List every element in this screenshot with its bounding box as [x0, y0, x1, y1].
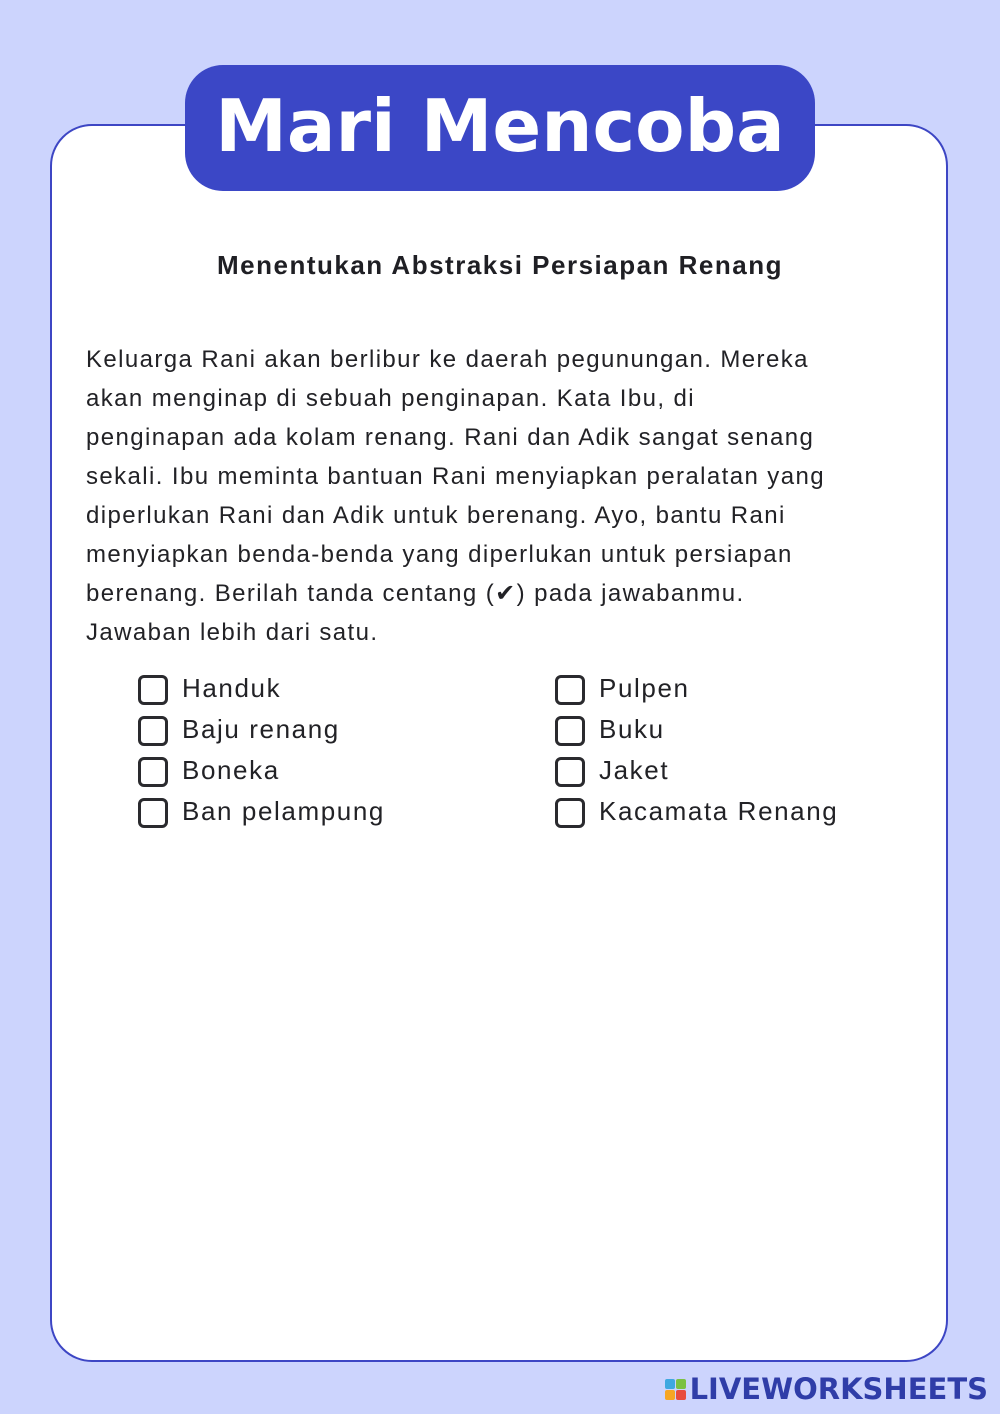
logo-square — [676, 1379, 686, 1389]
option-buku[interactable] — [555, 711, 665, 747]
option-boneka[interactable] — [138, 752, 280, 788]
worksheet-subtitle: Menentukan Abstraksi Persiapan Renang — [216, 250, 784, 280]
option-handuk[interactable] — [138, 670, 281, 706]
page-title: Mari Mencoba — [215, 84, 785, 168]
liveworksheets-logo-icon — [665, 1379, 686, 1400]
instructions-paragraph: Keluarga Rani akan berlibur ke daerah pegunungan. Mereka akan menginap di sebuah penginapan. Kata Ibu, di penginapan ada kolam renang. Rani dan Adik sangat senang sekali. Ibu meminta bantuan Rani menyiapkan peralatan yang diperlukan Rani dan Adik untuk berenang. Ayo, bantu Rani menyiapkan benda-benda yang diperlukan untuk persiapan berenang. Berilah tanda centang (✔) pada jawabanmu. Jawaban lebih dari satu. — [86, 346, 825, 646]
brand-name: LIVEWORKSHEETS — [689, 1372, 988, 1406]
option-ban-pelampung[interactable] — [138, 793, 385, 829]
checkbox[interactable] — [555, 798, 585, 828]
logo-square — [676, 1390, 686, 1400]
option-baju-renang[interactable] — [138, 711, 340, 747]
option-label: Kacamata Renang — [599, 795, 839, 826]
checkbox[interactable] — [555, 716, 585, 746]
checkbox[interactable] — [555, 675, 585, 705]
checkbox[interactable] — [555, 757, 585, 787]
option-pulpen[interactable] — [555, 670, 690, 706]
option-label: Handuk — [182, 672, 282, 703]
logo-square — [665, 1379, 675, 1389]
checkbox[interactable] — [138, 675, 168, 705]
option-label: Buku — [599, 713, 665, 744]
option-label: Jaket — [599, 754, 670, 785]
checkbox[interactable] — [138, 757, 168, 787]
title-banner — [185, 65, 815, 191]
option-label: Pulpen — [599, 672, 690, 703]
checkbox[interactable] — [138, 716, 168, 746]
option-label: Baju renang — [182, 713, 340, 744]
option-label: Ban pelampung — [182, 795, 385, 826]
option-jaket[interactable] — [555, 752, 669, 788]
checkbox[interactable] — [138, 798, 168, 828]
option-kacamata-renang[interactable] — [555, 793, 838, 829]
liveworksheets-footer — [665, 1372, 988, 1406]
option-label: Boneka — [182, 754, 280, 785]
logo-square — [665, 1390, 675, 1400]
